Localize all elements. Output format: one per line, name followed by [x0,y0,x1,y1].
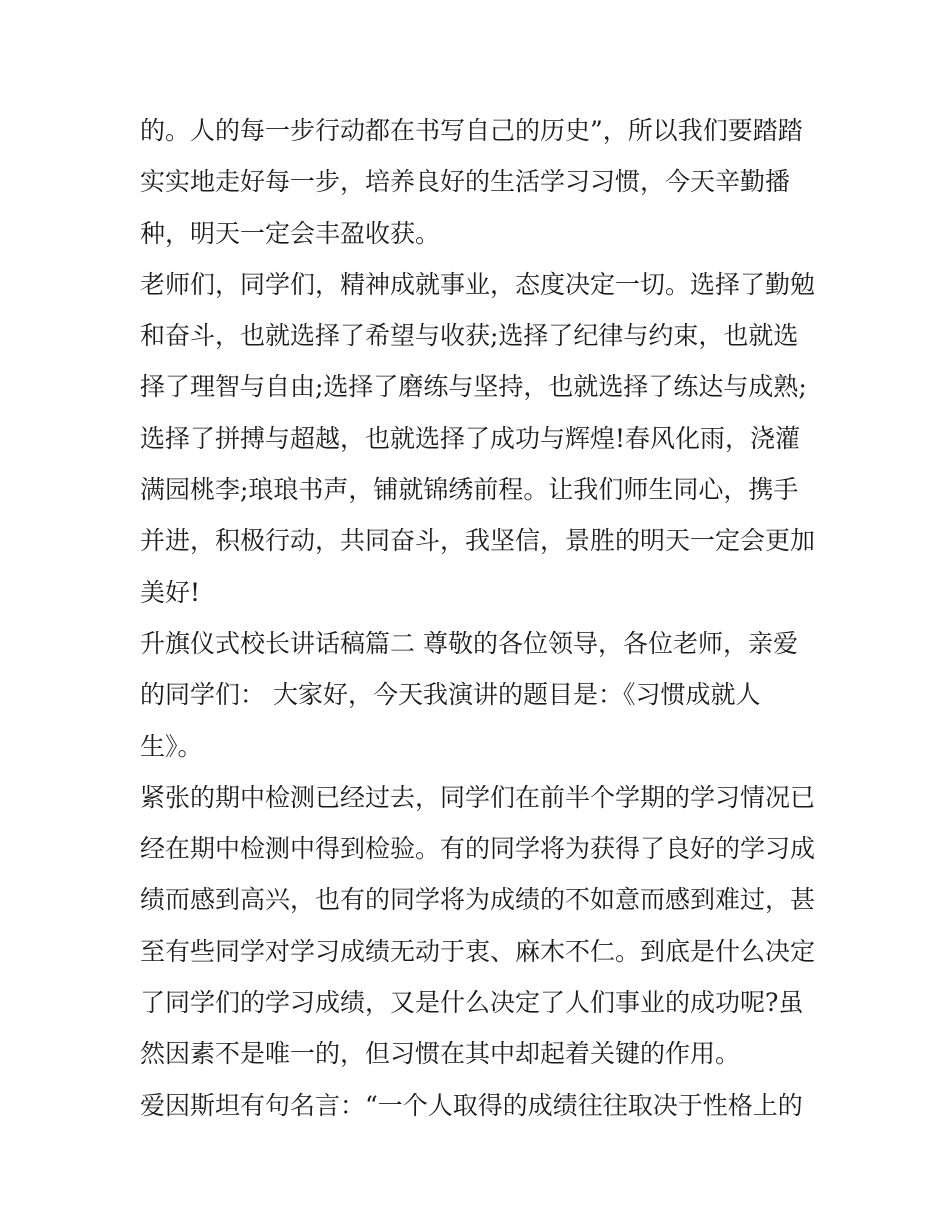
text-line: 并进，积极行动，共同奋斗，我坚信，景胜的明天一定会更加 [140,526,816,556]
text-line: 种，明天一定会丰盈收获。 [140,218,441,248]
text-line: 的同学们： 大家好，今天我演讲的题目是：《习惯成就人 [140,680,761,710]
text-line: 美好! [140,577,201,607]
text-line: 绩而感到高兴，也有的同学将为成绩的不如意而感到难过，甚 [140,885,816,915]
text-line: 老师们，同学们，精神成就事业，态度决定一切。选择了勤勉 [140,269,816,299]
text-line: 选择了拼搏与超越，也就选择了成功与辉煌!春风化雨，浇灌 [140,423,801,453]
text-line: 择了理智与自由;选择了磨练与坚持，也就选择了练达与成熟; [140,372,807,402]
text-line: 爱因斯坦有句名言：“一个人取得的成绩往往取决于性格上的 [140,1090,803,1120]
document-body [140,105,830,1131]
text-line: 满园桃李;琅琅书声，铺就锦绣前程。让我们师生同心，携手 [140,475,799,505]
text-line: 实实地走好每一步，培养良好的生活学习习惯，今天辛勤播 [140,167,791,197]
text-line: 生》。 [140,731,203,761]
text-line: 升旗仪式校长讲话稿篇二 尊敬的各位领导，各位老师，亲爱 [140,628,798,658]
text-line: 紧张的期中检测已经过去，同学们在前半个学期的学习情况已 [140,782,816,812]
text-line: 了同学们的学习成绩，又是什么决定了人们事业的成功呢?虽 [140,988,804,1018]
text-line: 至有些同学对学习成绩无动于衷、麻木不仁。到底是什么决定 [140,936,816,966]
text-line: 经在期中检测中得到检验。有的同学将为获得了良好的学习成 [140,834,816,864]
text-line: 的。人的每一步行动都在书写自己的历史”，所以我们要踏踏 [140,116,803,145]
text-line: 然因素不是唯一的，但习惯在其中却起着关键的作用。 [140,1039,741,1069]
text-line: 和奋斗，也就选择了希望与收获;选择了纪律与约束，也就选 [140,321,799,351]
